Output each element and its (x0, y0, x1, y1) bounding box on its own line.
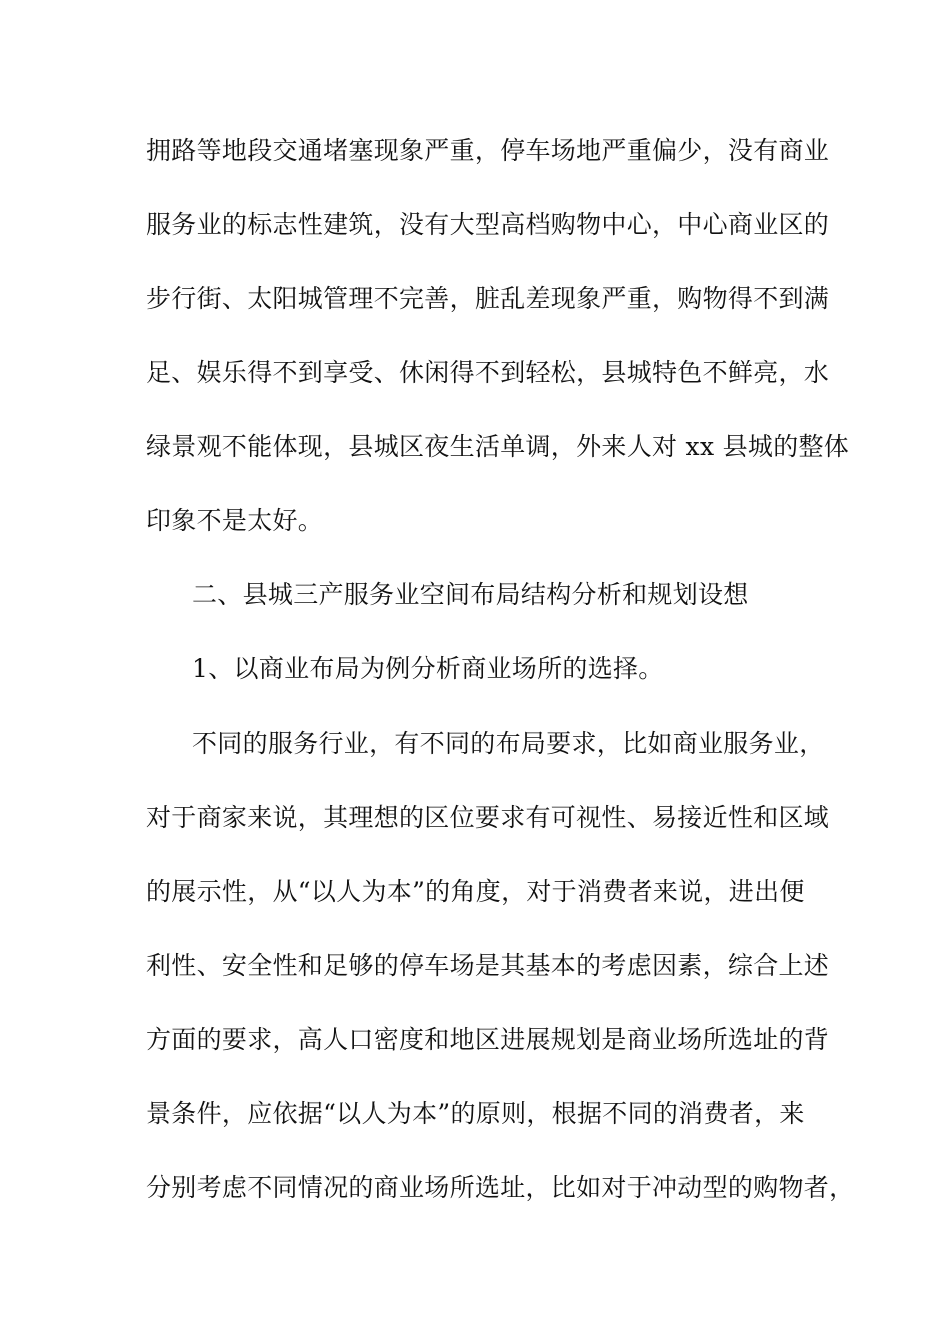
paragraph-line: 服务业的标志性建筑，没有大型高档购物中心，中心商业区的 (146, 210, 830, 239)
paragraph-line: 景条件，应依据“以人为本”的原则，根据不同的消费者，来 (146, 1099, 805, 1128)
paragraph-line: 的展示性，从“以人为本”的角度，对于消费者来说，进出便 (146, 877, 805, 906)
paragraph-line: 印象不是太好。 (146, 506, 324, 535)
section-heading: 二、县城三产服务业空间布局结构分析和规划设想 (192, 580, 749, 609)
paragraph-line: 绿景观不能体现，县城区夜生活单调，外来人对 xx 县城的整体 (146, 432, 850, 461)
paragraph-line: 拥路等地段交通堵塞现象严重，停车场地严重偏少，没有商业 (146, 136, 830, 165)
paragraph-line: 不同的服务行业，有不同的布局要求，比如商业服务业， (192, 729, 825, 758)
paragraph-line: 方面的要求，高人口密度和地区进展规划是商业场所选址的背 (146, 1025, 830, 1054)
paragraph-line: 利性、安全性和足够的停车场是其基本的考虑因素，综合上述 (146, 951, 830, 980)
paragraph-line: 分别考虑不同情况的商业场所选址，比如对于冲动型的购物者， (146, 1173, 855, 1202)
paragraph-line: 步行街、太阳城管理不完善，脏乱差现象严重，购物得不到满 (146, 284, 830, 313)
paragraph-line: 对于商家来说，其理想的区位要求有可视性、易接近性和区域 (146, 803, 830, 832)
paragraph-line: 足、娱乐得不到享受、休闲得不到轻松，县城特色不鲜亮，水 (146, 358, 830, 387)
subsection-heading: 1、以商业布局为例分析商业场所的选择。 (192, 654, 664, 683)
